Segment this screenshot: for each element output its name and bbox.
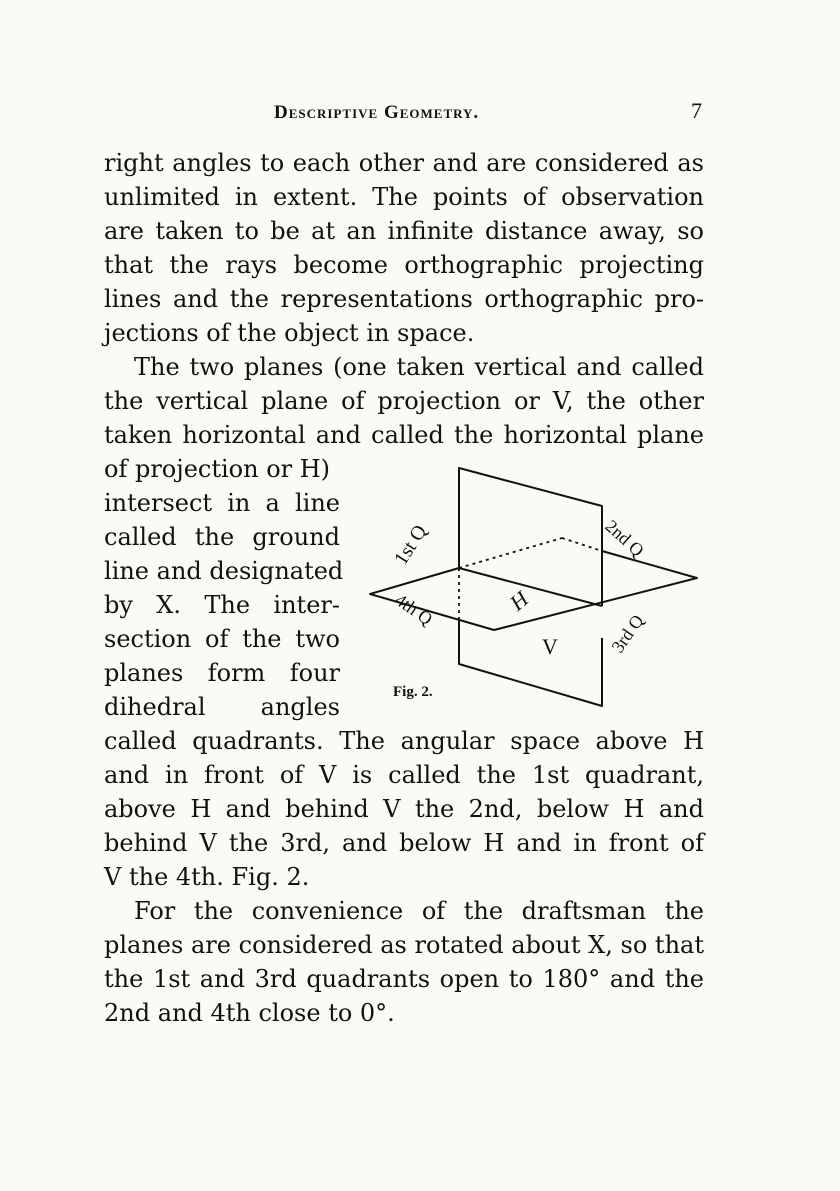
text-line: called quadrants. The angular space above H bbox=[104, 727, 704, 755]
text-line: line and designated bbox=[104, 557, 344, 585]
text-line: called the ground bbox=[104, 523, 340, 551]
label-v: V bbox=[542, 634, 558, 659]
text-line: For the convenience of the draftsman the bbox=[134, 897, 704, 925]
vertical-plane-lower bbox=[459, 621, 602, 706]
text-line: by X. The inter- bbox=[104, 591, 340, 619]
page-header bbox=[104, 98, 704, 134]
text-line: and in front of V is called the 1st quadrant, bbox=[104, 761, 704, 789]
page-number: 7 bbox=[691, 98, 702, 123]
label-4th-q: 4th Q bbox=[391, 589, 437, 630]
figure-quadrants bbox=[352, 448, 712, 718]
text-line: are taken to be at an infinite distance away, so bbox=[104, 217, 704, 245]
text-line: the 1st and 3rd quadrants open to 180° and the bbox=[104, 965, 704, 993]
text-line: above H and behind V the 2nd, below H and bbox=[104, 795, 704, 823]
hidden-edge bbox=[459, 538, 562, 568]
text-line: planes are considered as rotated about X, so that bbox=[104, 931, 704, 959]
running-head: Descriptive Geometry. bbox=[274, 102, 480, 123]
text-line: The two planes (one taken vertical and called bbox=[134, 353, 704, 381]
text-line: intersect in a line bbox=[104, 489, 340, 517]
text-line: section of the two bbox=[104, 625, 340, 653]
text-line: V the 4th. Fig. 2. bbox=[104, 863, 310, 891]
hidden-edge bbox=[562, 538, 602, 551]
ground-line-x bbox=[459, 568, 602, 606]
text-line: of projection or H) bbox=[104, 455, 331, 483]
text-line: the vertical plane of projection or V, the other bbox=[104, 387, 704, 415]
vertical-plane-upper bbox=[459, 468, 602, 606]
text-line: taken horizontal and called the horizontal plane bbox=[104, 421, 704, 449]
label-1st-q: 1st Q bbox=[390, 521, 432, 570]
text-line: lines and the representations orthographic pro- bbox=[104, 285, 704, 313]
text-line: that the rays become orthographic projecting bbox=[104, 251, 704, 279]
text-line: behind V the 3rd, and below H and in front of bbox=[104, 829, 704, 857]
quadrant-diagram bbox=[352, 448, 712, 718]
text-line: jections of the object in space. bbox=[104, 319, 475, 347]
figure-caption: Fig. 2. bbox=[393, 684, 433, 700]
text-line: unlimited in extent. The points of observation bbox=[104, 183, 704, 211]
text-line: planes form four bbox=[104, 659, 340, 687]
text-line: dihedral angles bbox=[104, 693, 340, 721]
label-3rd-q: 3rd Q bbox=[607, 610, 648, 657]
text-line: 2nd and 4th close to 0°. bbox=[104, 999, 395, 1027]
label-h: H bbox=[504, 586, 534, 616]
text-line: right angles to each other and are considered as bbox=[104, 149, 704, 177]
label-2nd-q: 2nd Q bbox=[601, 515, 648, 561]
